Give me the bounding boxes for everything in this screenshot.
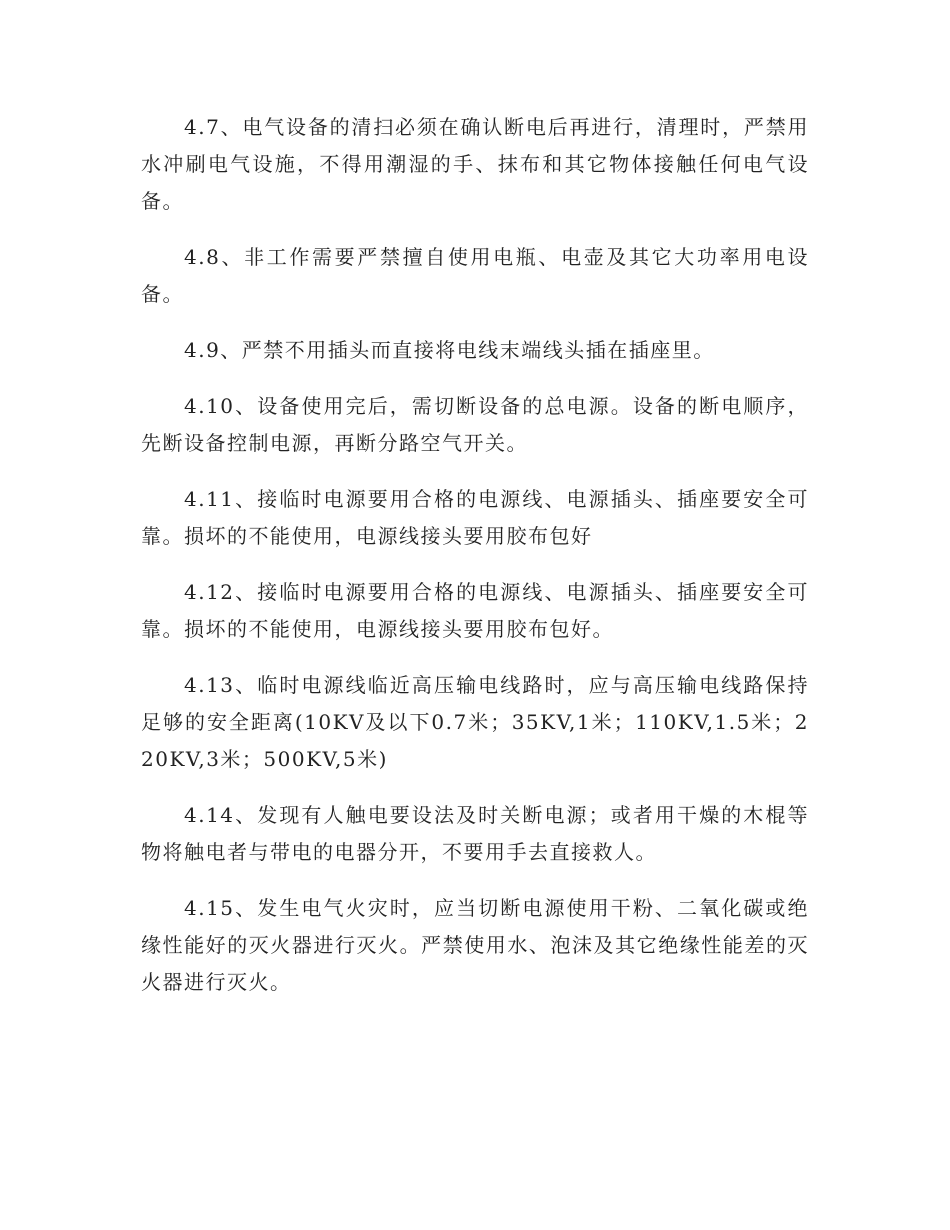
document-body [141,109,809,1020]
paragraph-4-12: 4.12、接临时电源要用合格的电源线、电源插头、插座要安全可靠。损坏的不能使用，电源线接头要用胶布包好。 [141,580,809,641]
paragraph-4-15: 4.15、发生电气火灾时，应当切断电源使用干粉、二氧化碳或绝缘性能好的灭火器进行灭火。严禁使用水、泡沫及其它绝缘性能差的灭火器进行灭火。 [141,896,809,994]
paragraph-4-10: 4.10、设备使用完后，需切断设备的总电源。设备的断电顺序，先断设备控制电源，再断分路空气开关。 [141,394,809,455]
paragraph-4-9: 4.9、严禁不用插头而直接将电线末端线头插在插座里。 [184,338,715,362]
paragraph-4-13: 4.13、临时电源线临近高压输电线路时，应与高压输电线路保持足够的安全距离(10KV及以下0.7米；35KV,1米；110KV,1.5米；220KV,3米；500KV,5米) [141,673,809,771]
paragraph-4-14: 4.14、发现有人触电要设法及时关断电源；或者用干燥的木棍等物将触电者与带电的电器分开，不要用手去直接救人。 [141,803,809,864]
paragraph-4-8: 4.8、非工作需要严禁擅自使用电瓶、电壶及其它大功率用电设备。 [141,245,809,306]
paragraph-4-7: 4.7、电气设备的清扫必须在确认断电后再进行，清理时，严禁用水冲刷电气设施，不得用潮湿的手、抹布和其它物体接触任何电气设备。 [141,115,809,213]
paragraph-4-11: 4.11、接临时电源要用合格的电源线、电源插头、插座要安全可靠。损坏的不能使用，电源线接头要用胶布包好 [141,487,809,548]
